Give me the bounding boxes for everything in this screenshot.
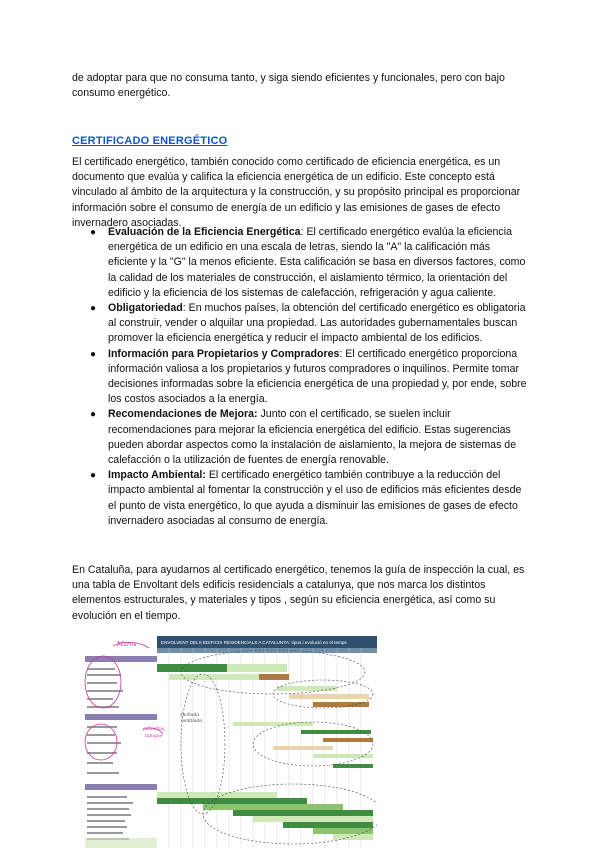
bullet-text: El certificado energético proporciona información valiosa a los propietarios y futuros compradores o inquilinos. Permite tomar decisiones informadas sobre la eficiencia energética de una propiedad y, por ende, sobre los costos asociados a la energía.: [108, 347, 527, 406]
bullet-icon: ●: [90, 227, 97, 238]
list-item: [72, 407, 532, 468]
intro-paragraph: de adoptar para que no consuma tanto, y siga siendo eficientes y funcionales, pero con bajo consumo energético.: [72, 72, 505, 100]
bullet-text: En muchos países, la obtención del certificado energético es obligatoria al construir, vender o alquilar una propiedad. Las autoridades gubernamentales buscan promover la eficiencia energética y reducir el impacto ambiental de los edificios.: [108, 302, 526, 345]
certificate-paragraph: El certificado energético, también conocido como certificado de eficiencia energética, es un documento que evalúa y califica la eficiencia energética de un edificio. Este concepto está vinculado al ámbito de la arquitectura y la construcción, y su propósito principal es proporcionar información sobre el consumo de energía de un edificio y las emisiones de gases de efecto invernadero asociadas.: [72, 156, 521, 229]
bullet-title: Impacto Ambiental:: [108, 469, 206, 482]
bullet-icon: ●: [90, 348, 97, 360]
svg-text:fachada: fachada: [181, 713, 200, 718]
bullet-text: El certificado energético evalúa la eficiencia energética de un edificio en una escala de letras, siendo la "A" la calificación más eficiente y la "G" la menos eficiente. Esta calificación se basa en diversos factores, como la calidad de los materiales de construcción, el aislamiento térmico, la orientación del edificio y la eficiencia de los sistemas de calefacción, refrigeración y agua caliente.: [108, 226, 526, 299]
svg-text:cubiertas: cubiertas: [143, 727, 165, 732]
list-item: [72, 468, 532, 529]
handwritten-note: Muros: [117, 641, 137, 648]
envelope-table-image: [83, 634, 377, 848]
bullet-title: Obligatoriedad: [108, 302, 183, 315]
svg-text:tabique: tabique: [145, 734, 163, 739]
section-heading[interactable]: CERTIFICADO ENERGÉTICO: [72, 135, 228, 147]
bullet-title: Recomendaciones de Mejora:: [108, 408, 258, 421]
bullet-icon: ●: [90, 409, 97, 421]
catalonia-paragraph: En Cataluña, para ayudarnos al certificado energético, tenemos la guía de inspección la cual, es una tabla de Envoltant dels edificis residencials a catalunya, que nos marca los distintos elementos estructurales, y materiales y tipos , según su eficiencia energética, así como su evolución en el tiempo.: [72, 564, 525, 622]
list-item: ● Información para Propietarios y Compradores: El certificado energético proporciona información valiosa a los propietarios y futuros compradores o inquilinos. Permite tomar decisiones informadas sobre la eficiencia energética de una propiedad y, por ende, sobre los costos asociados a la energía.: [90, 347, 527, 406]
table-title: ENVOLVENT DELS EDIFICIS RESIDENCIALS A CATALUNYA: tipus i evolució en el temps: [161, 640, 347, 645]
bullet-text: Junto con el certificado, se suelen incluir recomendaciones para mejorar la eficiencia energética del edificio. Estas sugerencias pueden abordar aspectos como la instalación de aislamiento, la mejora de sistemas de calefacción o la utilización de fuentes de energía renovable.: [108, 408, 517, 467]
bullet-list: [72, 225, 532, 529]
svg-text:ventilada: ventilada: [181, 719, 203, 724]
list-item: ● Evaluación de la Eficiencia Energética: El certificado energético evalúa la eficiencia energética de un edificio en una escala de letras, siendo la "A" la calificación más eficiente y la "G" la menos eficiente. Esta calificación se basa en diversos factores, como la calidad de los materiales de construcción, el aislamiento térmico, la orientación del edificio y la eficiencia de los sistemas de calefacción, refrigeración y agua caliente.: [90, 226, 526, 299]
bullet-title: Información para Propietarios y Compradores: [108, 347, 340, 360]
list-item: ● Obligatoriedad: En muchos países, la obtención del certificado energético es obligatoria al construir, vender o alquilar una propiedad. Las autoridades gubernamentales buscan promover la eficiencia energética y reducir el impacto ambiental de los edificios.: [90, 302, 526, 345]
bullet-text: El certificado energético también contribuye a la reducción del impacto ambiental al fomentar la construcción y el uso de edificios más eficientes desde el punto de vista energético, lo que ayuda a disminuir las emisiones de gases de efecto invernadero asociadas al consumo de energía.: [108, 469, 522, 527]
bullet-icon: ●: [90, 303, 97, 315]
envelope-table-graphic: [83, 634, 377, 848]
bullet-title: Evaluación de la Eficiencia Energética: [108, 226, 301, 238]
bullet-icon: ●: [90, 470, 97, 482]
